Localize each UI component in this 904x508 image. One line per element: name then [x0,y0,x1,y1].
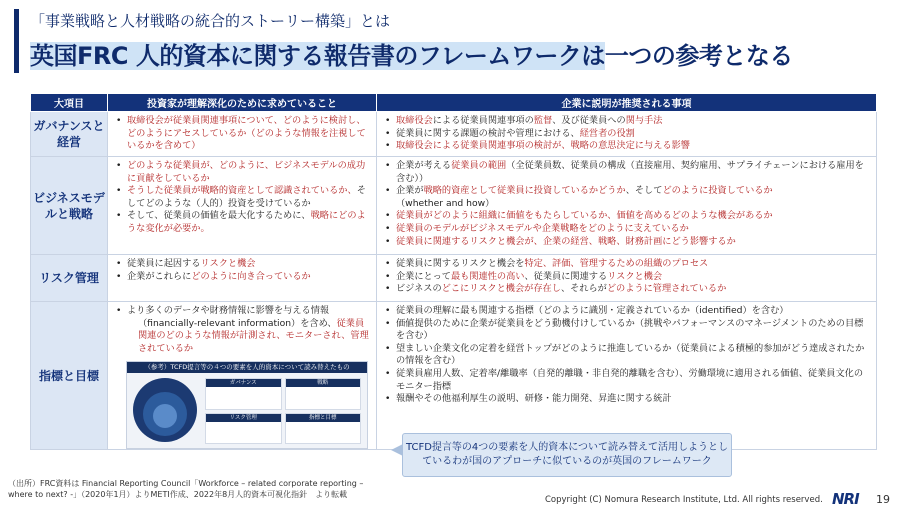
tcfd-cell-strategy: 戦略 [285,378,362,410]
bullet-text: そして、従業員の価値を最大化するために、 [127,210,311,222]
tcfd-cell-governance: ガバナンス [205,378,282,410]
bullet-item [116,258,370,271]
investor-cell [108,112,377,157]
bullet-text: 従業員がどのように組織に価値をもたらしているか、価値を高めるどのような機会があるか [396,210,773,222]
tcfd-reference-figure [126,361,368,449]
bullet-text: 報酬やその他福利厚生の説明、研修・能力開発、昇進に関する統計 [396,393,672,405]
bullet-text: そうした従業員が戦略的資産として認識されているか、 [127,185,357,197]
source-line-2: where to next? -」（2020年1月）よりMETI作成、2022年8月人的資本可視化指針 より転載 [8,490,348,499]
bullet-text: 取締役会による従業員関連事項の検討が、戦略の意思決定に与える影響 [396,140,690,152]
bullet-text: 企業が考える [396,160,452,171]
company-cell [377,112,877,157]
bullet-item [116,185,370,210]
bullet-text: 、そして [625,185,663,197]
table-row [31,112,877,157]
source-line-1: （出所）FRC資料は Financial Reporting Council「Workforce – related corporate reporting – [8,479,364,488]
bullet-item [385,283,870,296]
tcfd-cell-metrics: 指標と目標 [285,413,362,445]
bullet-text: 従業員に起因する [127,258,201,269]
bullet-text: 戦略的資産として従業員に投資しているかどうか [423,185,626,197]
bullet-item [385,318,870,343]
bullet-item [116,210,370,235]
bullet-text: どのような従業員が、どのように、ビジネスモデルの成功に貢献をしているか [127,160,366,184]
category-cell: 指標と目標 [31,302,108,450]
title-highlight: 英国FRC 人的資本に関する報告書のフレームワークは [30,42,605,70]
bullet-item [116,160,370,185]
bullet-text: 従業員の範囲 [451,160,507,171]
bullet-text: 、従業員に関連する [524,270,608,282]
bullet-item [385,160,870,185]
bullet-item [385,368,870,393]
company-cell [377,255,877,302]
title-accent-bar [14,9,19,73]
subtitle-suffix: とは [360,12,391,30]
bullet-item [385,305,870,318]
bullet-text: 、及び従業員への [552,115,626,126]
tcfd-element-grid [205,378,361,444]
nri-logo: NRI [832,490,859,508]
bullet-text: 価値提供のために企業が従業員をどう動機付けしているか（挑戦やパフォーマンスのマネージメントのための目標を含む） [396,317,864,342]
bullet-text: そしてどのような（人的）投資を受けているか [127,185,366,209]
tcfd-figure-title: （参考）TCFD提言等の４つの要素を人的資本について読み替えたもの [127,362,367,373]
bullet-text: 企業が [396,185,424,197]
bullet-text: による従業員関連事項の [432,115,534,126]
bullet-item [116,271,370,284]
slide-subtitle [30,10,390,31]
source-note [8,478,438,500]
bullet-text: どこにリスクと機会が存在し [441,283,561,295]
bullet-text: 従業員雇用人数、定着率/離職率（自発的離職・非自発的離職を含む）、労働環境に適用される価値、従業員文化のモニター指標 [396,367,864,392]
bullet-item [385,223,870,236]
bullet-text: 企業がこれらに [127,270,192,282]
bullet-text: どのように向き合っているか [191,270,311,282]
bullet-text: 望ましい企業文化の定着を経営トップがどのように推進しているか（従業員による積極的参加がどう達成されたかの情報を含む） [396,342,865,367]
header-category: 大項目 [31,94,108,112]
bullet-item [116,318,370,356]
slide-title [30,36,793,71]
page-number: 19 [876,493,890,506]
company-cell [377,302,877,450]
bullet-text: 従業員の理解に最も関連する指標（どのように識別・定義されているか（identified）を含む） [396,305,789,316]
bullet-item [116,115,370,153]
bullet-text: （whether and how） [396,197,495,209]
bullet-text: どのように管理されているか [606,283,727,295]
bullet-item [385,185,870,210]
bullet-item [385,210,870,223]
copyright: Copyright (C) Nomura Research Institute, Ltd. All rights reserved. [545,495,823,505]
header-company: 企業に説明が推奨される事項 [377,94,877,112]
bullet-text: 関与手法 [625,115,663,126]
table-row [31,255,877,302]
bullet-text: 従業員に関連するリスクと機会が、企業の経営、戦略、財務計画にどう影響するか [396,235,736,247]
table-row [31,157,877,255]
table-row [31,302,877,450]
header-investor: 投資家が理解深化のために求めていること [108,94,377,112]
bullet-text: （全従業員数、従業員の構成（直接雇用、契約雇用、サプライチェーンにおける雇用を含む）） [396,160,864,184]
investor-cell [108,255,377,302]
bullet-text: 従業員に関するリスクと機会を [396,258,525,269]
bullet-text: 従業員のモデルがビジネスモデルや企業戦略をどのように支えているか [396,222,689,234]
bullet-item [385,393,870,406]
table-header-row [31,94,877,112]
framework-table [30,93,877,450]
bullet-text: どのように投資しているか [662,185,773,197]
bullet-text: 経営者の役割 [579,127,635,139]
subtitle-highlight: 「事業戦略と人材戦略の統合的ストーリー構築」 [30,12,361,30]
bullet-text: 取締役会が従業員関連事項について、どのように検討し、どのようにアセスしているか（どのような情報を注視しているかを含めて） [127,115,366,152]
bullet-text: 戦略にどのような変化が必要か。 [127,210,366,234]
tcfd-circle-diagram [133,378,197,442]
bullet-text: 特定、評価、管理するための組織のプロセス [524,258,709,269]
bullet-item [385,343,870,368]
bullet-text: （financially-relevant information）を含め、 [138,317,337,329]
bullet-text: 、それらが [560,283,607,295]
bullet-text: 取締役会 [396,115,433,126]
bullet-text: 企業にとって [396,270,451,282]
bullet-item [385,140,870,153]
bullet-text: より多くのデータや財務情報に影響を与える情報 [127,305,330,316]
tcfd-callout: TCFD提言等の4つの要素を人的資本について読み替えて活用しようとしているわが国のアプローチに似ているのが英国のフレームワーク [402,433,732,477]
bullet-text: リスクと機会 [200,258,256,269]
company-cell [377,157,877,255]
title-suffix: 一つの参考となる [604,42,793,70]
bullet-item [385,236,870,249]
category-cell: ビジネスモデルと戦略 [31,157,108,255]
bullet-text: 従業員に関する課題の検討や管理における、 [396,127,580,139]
bullet-text: リスクと機会 [607,270,663,282]
bullet-text: 従業員関連のどのような情報が計測され、モニターされ、管理されているか [138,317,369,354]
category-cell: ガバナンスと経営 [31,112,108,157]
category-cell: リスク管理 [31,255,108,302]
investor-cell [108,157,377,255]
bullet-item [385,128,870,141]
investor-cell [108,302,377,450]
bullet-item [385,271,870,284]
bullet-item [116,305,370,318]
bullet-text: ビジネスの [396,283,442,295]
bullet-text: 最も関連性の高い [450,270,525,282]
bullet-item [385,258,870,271]
bullet-item [385,115,870,128]
bullet-text: 監督 [533,115,553,126]
tcfd-cell-risk: リスク管理 [205,413,282,445]
